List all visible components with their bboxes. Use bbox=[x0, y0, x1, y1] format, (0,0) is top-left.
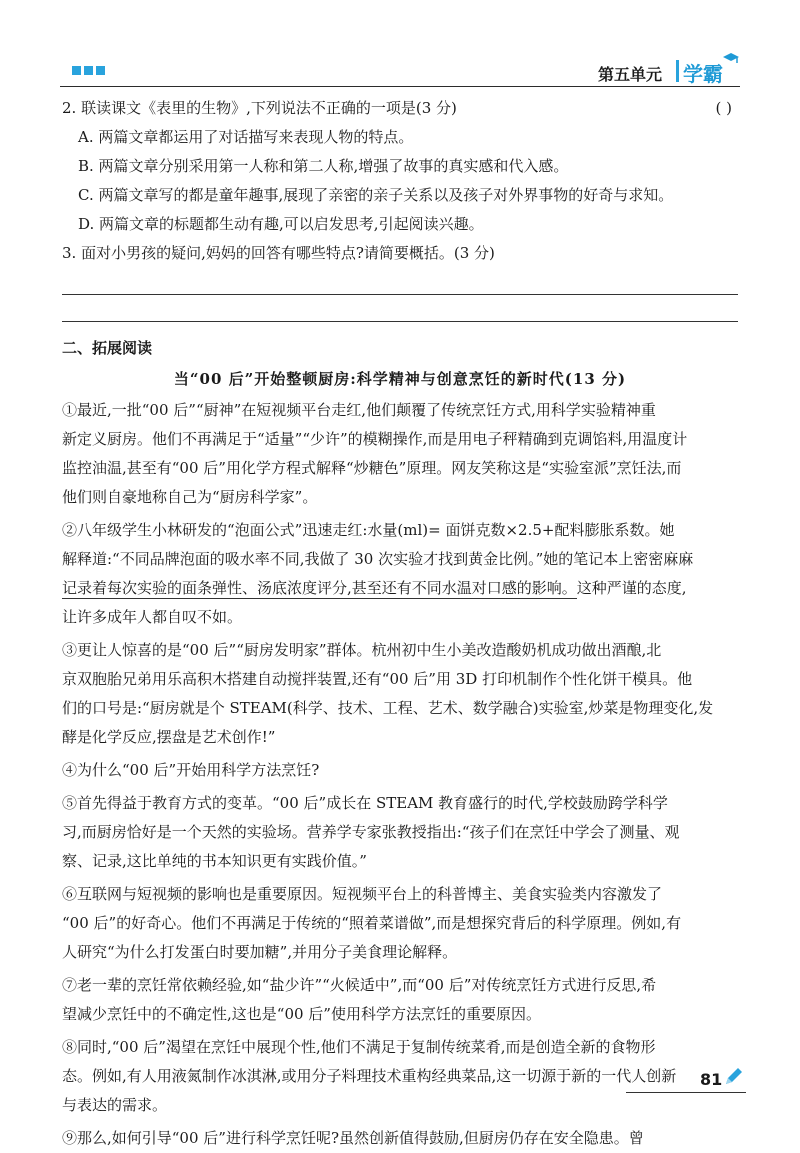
unit-label: 第五单元 bbox=[598, 65, 663, 84]
paragraph-line: ①最近,一批“00 后”“厨神”在短视频平台走红,他们颠覆了传统烹饪方式,用科学实验精神重 bbox=[62, 401, 656, 419]
underlined-sentence: 记录着每次实验的面条弹性、汤底浓度评分,甚至还有不同水温对口感的影响。 bbox=[62, 579, 577, 597]
paragraph-line: 态。例如,有人用液氮制作冰淇淋,或用分子料理技术重构经典菜品,这一切源于新的一代人创新 bbox=[62, 1067, 677, 1085]
paragraph-6 bbox=[62, 880, 738, 967]
paragraph-line: 新定义厨房。他们不再满足于“适量”“少许”的模糊操作,而是用电子秤精确到克调馅料,用温度计 bbox=[62, 430, 688, 448]
footer-divider bbox=[626, 1092, 746, 1093]
answer-line[interactable] bbox=[62, 272, 738, 295]
page-number: 81 bbox=[700, 1070, 723, 1089]
paragraph-8 bbox=[62, 1033, 738, 1120]
decor-square bbox=[84, 66, 93, 75]
pencil-icon bbox=[722, 1066, 744, 1088]
paragraph-line: 让许多成年人都自叹不如。 bbox=[62, 608, 243, 626]
question-2-stem: 2. 联读课文《表里的生物》,下列说法不正确的一项是(3 分) bbox=[62, 99, 457, 117]
article-title: 当“00 后”开始整顿厨房:科学精神与创意烹饪的新时代(13 分) bbox=[173, 370, 627, 388]
decor-square bbox=[96, 66, 105, 75]
header-divider bbox=[60, 86, 740, 87]
paragraph-line: ⑥互联网与短视频的影响也是重要原因。短视频平台上的科普博主、美食实验类内容激发了 bbox=[62, 885, 663, 903]
page-content bbox=[62, 94, 738, 1153]
paragraph-3 bbox=[62, 636, 738, 752]
brand-logo: 学霸 bbox=[683, 62, 723, 86]
page-header bbox=[0, 0, 800, 92]
paragraph-line: 们的口号是:“厨房就是个 STEAM(科学、技术、工程、艺术、数学融合)实验室,炒菜是物理变化,发 bbox=[62, 699, 714, 717]
paragraph-line: 解释道:“不同品牌泡面的吸水率不同,我做了 30 次实验才找到黄金比例。”她的笔记本上密密麻麻 bbox=[62, 550, 694, 568]
graduation-cap-icon bbox=[722, 52, 740, 66]
paragraph-line: ⑤首先得益于教育方式的变革。“00 后”成长在 STEAM 教育盛行的时代,学校鼓励跨学科学 bbox=[62, 794, 668, 812]
question-3-stem: 3. 面对小男孩的疑问,妈妈的回答有哪些特点?请简要概括。(3 分) bbox=[62, 244, 495, 262]
decor-square bbox=[72, 66, 81, 75]
paragraph-line bbox=[62, 574, 738, 603]
paragraph-fragment: 这种严谨的态度, bbox=[576, 579, 687, 597]
paragraph-2 bbox=[62, 516, 738, 632]
paragraph-9 bbox=[62, 1124, 738, 1153]
paragraph-4 bbox=[62, 756, 738, 785]
paragraph-1 bbox=[62, 396, 738, 512]
paragraph-line: ⑨那么,如何引导“00 后”进行科学烹饪呢?虽然创新值得鼓励,但厨房仍存在安全隐患。曾 bbox=[62, 1129, 644, 1147]
brand-separator bbox=[676, 60, 679, 82]
option-c: C. 两篇文章写的都是童年趣事,展现了亲密的亲子关系以及孩子对外界事物的好奇与求知。 bbox=[78, 186, 674, 204]
paragraph-line: ⑦老一辈的烹饪常依赖经验,如“盐少许”“火候适中”,而“00 后”对传统烹饪方式进行反思,希 bbox=[62, 976, 657, 994]
option-a: A. 两篇文章都运用了对话描写来表现人物的特点。 bbox=[78, 128, 414, 146]
answer-line[interactable] bbox=[62, 299, 738, 322]
paragraph-line: ④为什么“00 后”开始用科学方法烹饪? bbox=[62, 761, 320, 779]
paragraph-line: 习,而厨房恰好是一个天然的实验场。营养学专家张教授指出:“孩子们在烹饪中学会了测量、观 bbox=[62, 823, 680, 841]
paragraph-line: 监控油温,甚至有“00 后”用化学方程式解释“炒糖色”原理。网友笑称这是“实验室派”烹饪法,而 bbox=[62, 459, 682, 477]
paragraph-line: ③更让人惊喜的是“00 后”“厨房发明家”群体。杭州初中生小美改造酸奶机成功做出酒酿,北 bbox=[62, 641, 662, 659]
paragraph-line: ②八年级学生小林研发的“泡面公式”迅速走红:水量(ml)= 面饼克数×2.5+配料膨胀系数。她 bbox=[62, 521, 675, 539]
paragraph-line: 与表达的需求。 bbox=[62, 1096, 168, 1114]
paragraph-line: 人研究“为什么打发蛋白时要加糖”,并用分子美食理论解释。 bbox=[62, 943, 458, 961]
paragraph-line: 他们则自豪地称自己为“厨房科学家”。 bbox=[62, 488, 318, 506]
paragraph-line: “00 后”的好奇心。他们不再满足于传统的“照着菜谱做”,而是想探究背后的科学原理。例如,有 bbox=[62, 914, 682, 932]
section-title: 二、拓展阅读 bbox=[62, 339, 153, 357]
answer-bracket[interactable]: ( ) bbox=[715, 99, 732, 117]
option-b: B. 两篇文章分别采用第一人称和第二人称,增强了故事的真实感和代入感。 bbox=[78, 157, 569, 175]
paragraph-line: 望减少烹饪中的不确定性,这也是“00 后”使用科学方法烹饪的重要原因。 bbox=[62, 1005, 541, 1023]
paragraph-line: 酵是化学反应,摆盘是艺术创作!” bbox=[62, 728, 276, 746]
decor-squares bbox=[72, 66, 105, 75]
paragraph-5 bbox=[62, 789, 738, 876]
paragraph-line: ⑧同时,“00 后”渴望在烹饪中展现个性,他们不满足于复制传统菜肴,而是创造全新的食物形 bbox=[62, 1038, 656, 1056]
paragraph-line: 察、记录,这比单纯的书本知识更有实践价值。” bbox=[62, 852, 367, 870]
question-2 bbox=[62, 94, 738, 123]
paragraph-line: 京双胞胎兄弟用乐高积木搭建自动搅拌装置,还有“00 后”用 3D 打印机制作个性化饼干模具。他 bbox=[62, 670, 693, 688]
option-d: D. 两篇文章的标题都生动有趣,可以启发思考,引起阅读兴趣。 bbox=[78, 215, 484, 233]
paragraph-7 bbox=[62, 971, 738, 1029]
